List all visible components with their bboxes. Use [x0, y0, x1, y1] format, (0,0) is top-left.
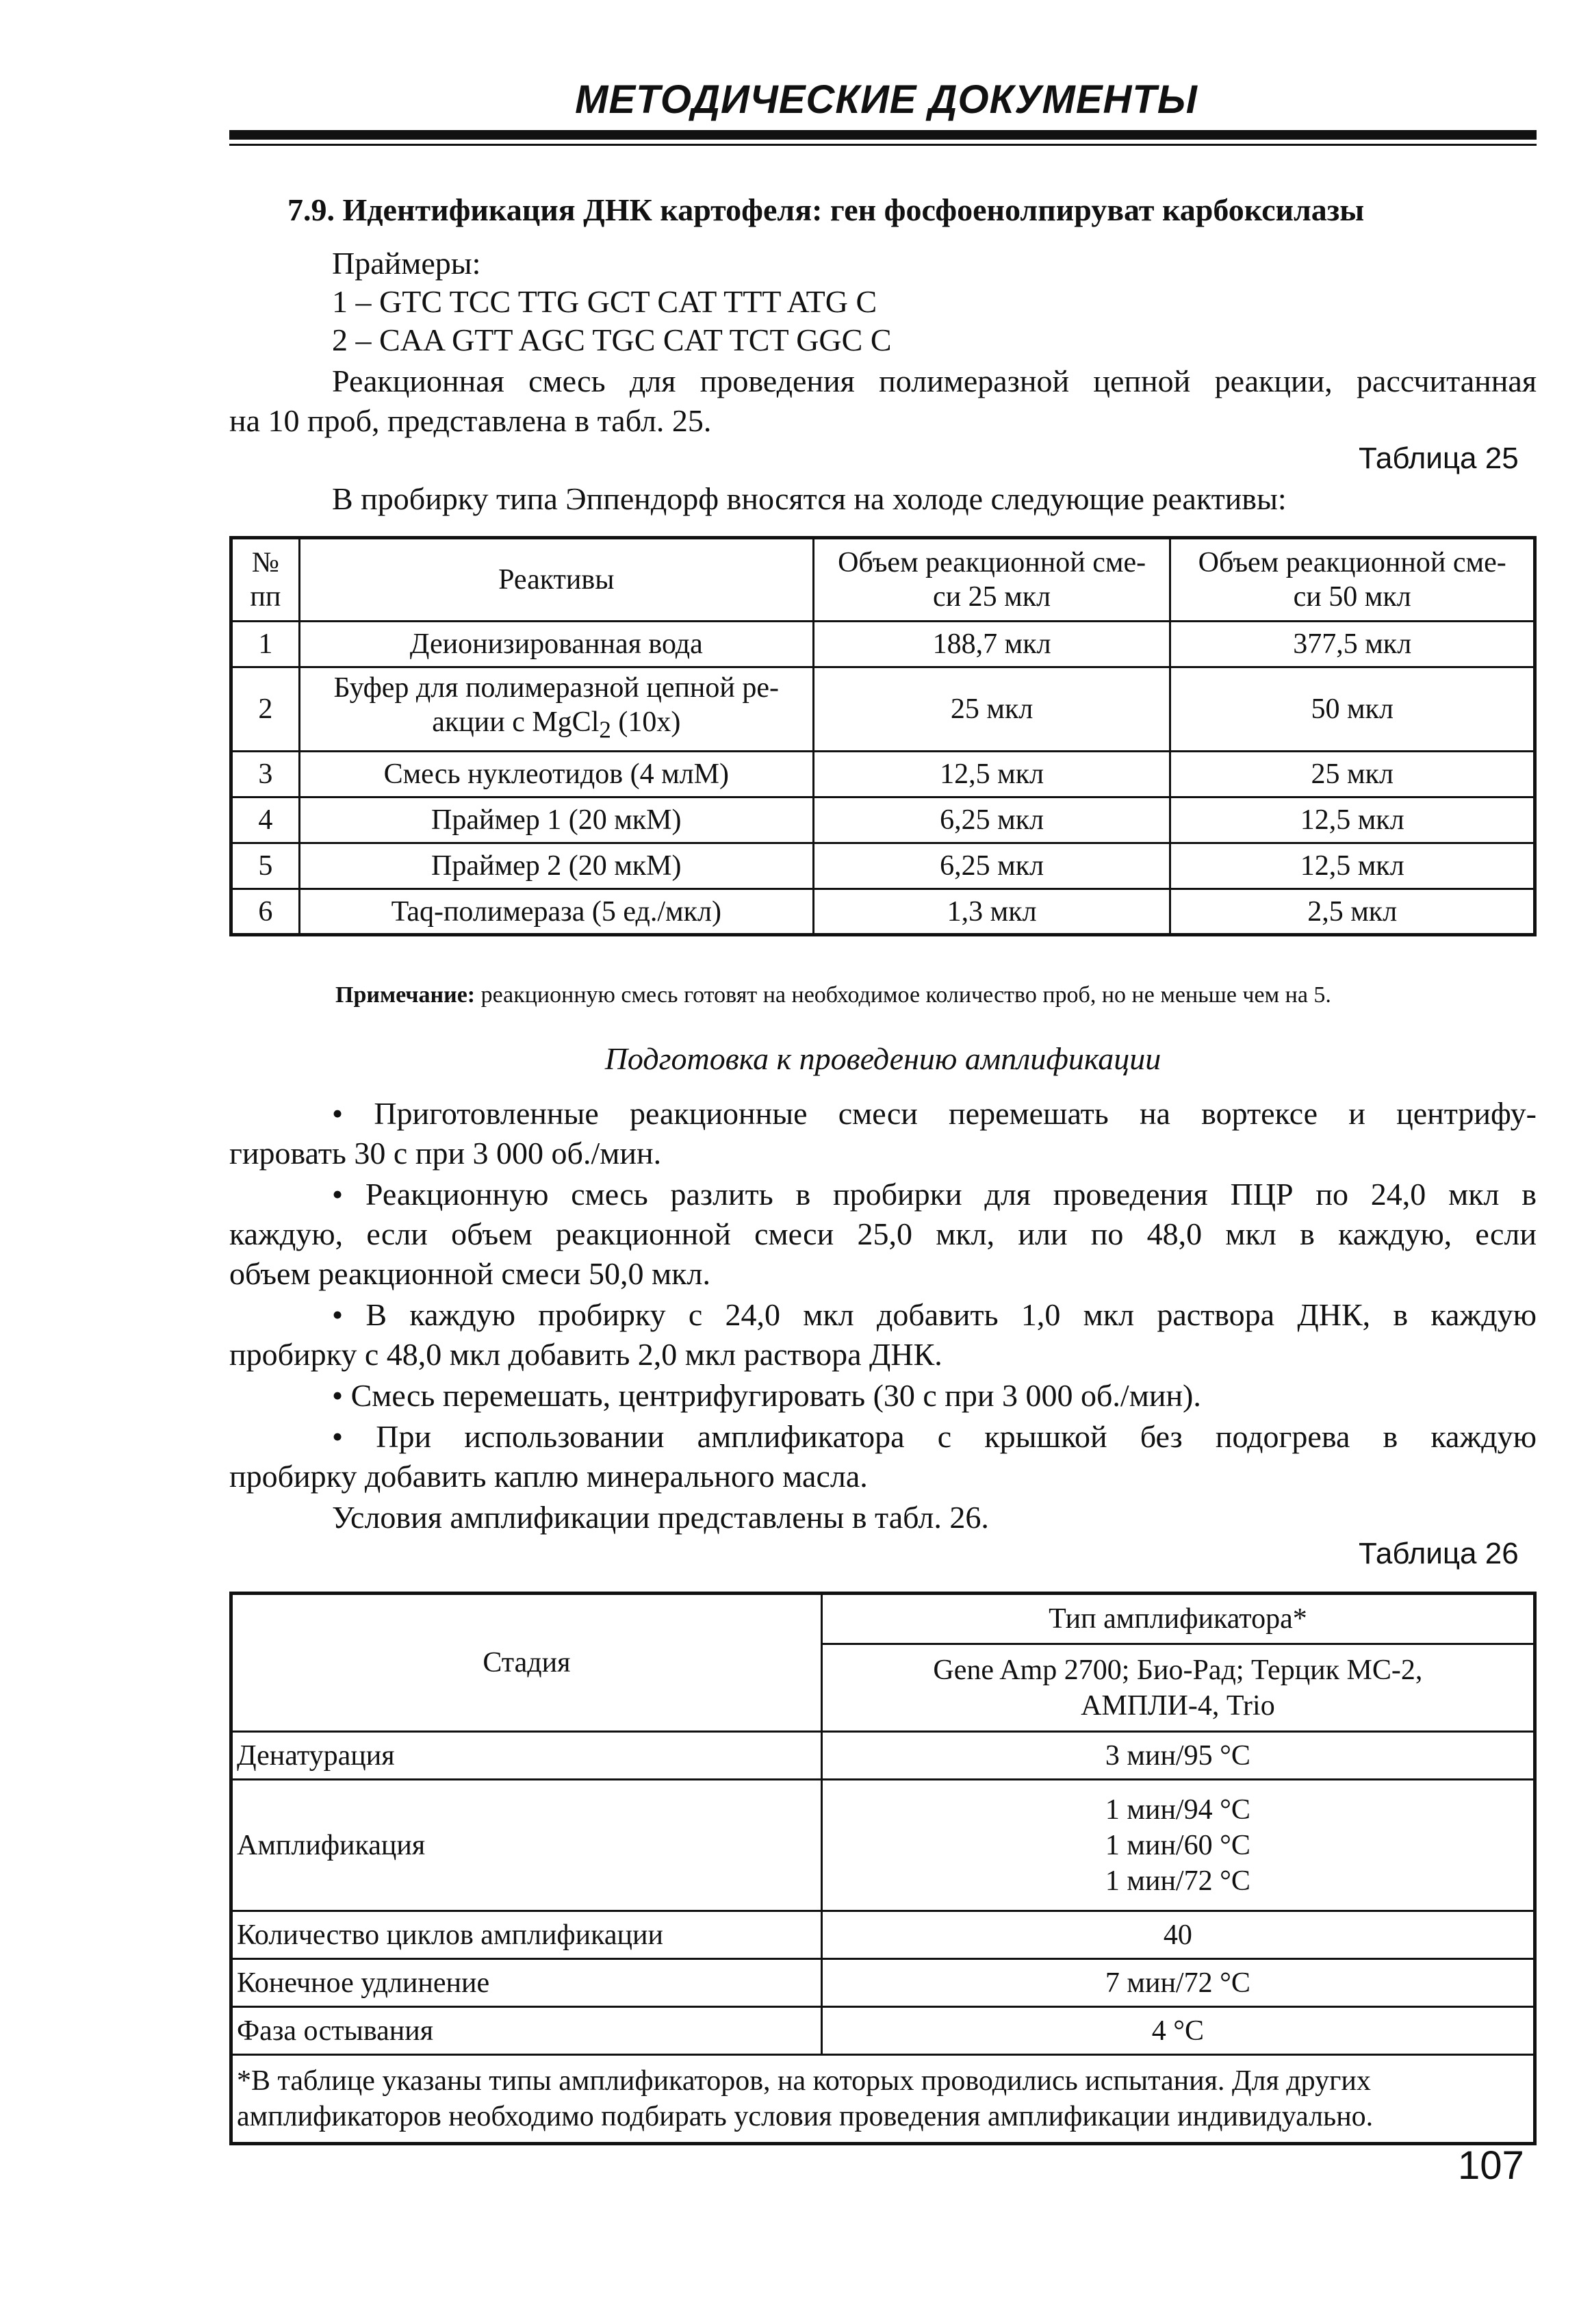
section-title: 7.9. Идентификация ДНК картофеля: ген фосфоенолпируват карбоксилазы — [287, 192, 1365, 227]
table-26-footnote: *В таблице указаны типы амплификаторов, на которых проводились испытания. Для других амплификаторов необходимо подбирать условия проведения амплификации индивидуально. — [231, 2055, 1535, 2144]
bullet-continuation: объем реакционной смеси 50,0 мкл. — [229, 1256, 710, 1291]
bullet-item: • Приготовленные реакционные смеси перемешать на вортексе и центрифу- — [332, 1096, 1537, 1131]
table-footnote-row — [231, 2055, 1535, 2144]
table-row: 1 Деионизированная вода 188,7 мкл 377,5 мкл — [231, 622, 1535, 667]
paragraph-line: Реакционная смесь для проведения полимеразной цепной реакции, рассчитанная — [332, 363, 1537, 398]
table-25-note: Примечание: реакционную смесь готовят на необходимое количество проб, но не меньше чем на 5. — [335, 982, 1331, 1008]
header-cell-amplifier-models: Gene Amp 2700; Био-Рад; Терцик МС-2, АМПЛИ-4, Trio — [821, 1644, 1535, 1732]
bullet-dot-icon: • — [332, 1177, 344, 1212]
table-header-row — [231, 1594, 1535, 1644]
bullet-item: • Смесь перемешать, центрифугировать (30 с при 3 000 об./мин). — [332, 1378, 1201, 1413]
table-row: Фаза остывания 4 °С — [231, 2007, 1535, 2055]
header-cell-volume-50: Объем реакционной сме- си 50 мкл — [1170, 538, 1535, 622]
primers-label: Праймеры: — [332, 246, 481, 281]
table-row: 4 Праймер 1 (20 мкМ) 6,25 мкл 12,5 мкл — [231, 797, 1535, 843]
reagent-name-cell: Буфер для полимеразной цепной ре- акции с MgCl$_2$ (10х) — [299, 667, 813, 752]
table-26-caption: Таблица 26 — [1359, 1537, 1519, 1570]
table-row: 2 Буфер для полимеразной цепной ре- акции с MgCl$_2$ (10х) 25 мкл 50 мкл — [231, 667, 1535, 752]
page-number: 107 — [1458, 2143, 1524, 2188]
header-rule-thin — [229, 144, 1537, 146]
prep-heading: Подготовка к проведению амплификации — [604, 1041, 1161, 1076]
table-row: Денатурация 3 мин/95 °С — [231, 1732, 1535, 1780]
primer-2-sequence: 2 – CAA GTT AGC TGC CAT TCT GGC C — [332, 322, 892, 357]
amplification-steps-cell: 1 мин/94 °С 1 мин/60 °С 1 мин/72 °С — [821, 1780, 1535, 1911]
reagents-table — [229, 536, 1537, 936]
bullet-dot-icon: • — [332, 1378, 344, 1413]
table-header-row — [231, 538, 1535, 622]
table-row: Амплификация 1 мин/94 °С 1 мин/60 °С 1 мин/72 °С — [231, 1780, 1535, 1911]
bullet-item: • При использовании амплификатора с крышкой без подогрева в каждую — [332, 1419, 1537, 1454]
table-row: 3 Смесь нуклеотидов (4 млМ) 12,5 мкл 25 мкл — [231, 752, 1535, 797]
table-row: 6 Taq-полимераза (5 ед./мкл) 1,3 мкл 2,5 мкл — [231, 889, 1535, 935]
header-cell-stage: Стадия — [231, 1594, 822, 1732]
bullet-item: • В каждую пробирку с 24,0 мкл добавить 1,0 мкл раствора ДНК, в каждую — [332, 1297, 1537, 1332]
bullet-item: • Реакционную смесь разлить в пробирки для проведения ПЦР по 24,0 мкл в — [332, 1177, 1537, 1212]
bullet-dot-icon: • — [332, 1419, 344, 1454]
header-rule-thick — [229, 130, 1537, 140]
bullet-continuation: гировать 30 с при 3 000 об./мин. — [229, 1136, 662, 1171]
table-row: Конечное удлинение 7 мин/72 °С — [231, 1959, 1535, 2007]
bullet-dot-icon: • — [332, 1096, 344, 1131]
header-cell-amplifier-type: Тип амплификатора* — [821, 1594, 1535, 1644]
running-header: МЕТОДИЧЕСКИЕ ДОКУМЕНТЫ — [575, 77, 1198, 122]
table-25-intro: В пробирку типа Эппендорф вносятся на холоде следующие реактивы: — [332, 481, 1287, 516]
bullet-continuation: пробирку с 48,0 мкл добавить 2,0 мкл раствора ДНК. — [229, 1337, 942, 1372]
paragraph-line: на 10 проб, представлена в табл. 25. — [229, 403, 712, 438]
header-cell-number: № пп — [231, 538, 300, 622]
conditions-line: Условия амплификации представлены в табл. 26. — [332, 1500, 989, 1535]
table-row: Количество циклов амплификации 40 — [231, 1911, 1535, 1959]
table-25-caption: Таблица 25 — [1359, 442, 1519, 475]
header-cell-reagents: Реактивы — [299, 538, 813, 622]
bullet-continuation: каждую, если объем реакционной смеси 25,0 мкл, или по 48,0 мкл в каждую, если — [229, 1216, 1537, 1251]
bullet-continuation: пробирку добавить каплю минерального масла. — [229, 1459, 868, 1494]
amplification-table — [229, 1592, 1537, 2145]
bullet-dot-icon: • — [332, 1297, 344, 1332]
header-cell-volume-25: Объем реакционной сме- си 25 мкл — [813, 538, 1170, 622]
primer-1-sequence: 1 – GTC TCC TTG GCT CAT TTT ATG C — [332, 284, 877, 319]
table-row: 5 Праймер 2 (20 мкМ) 6,25 мкл 12,5 мкл — [231, 843, 1535, 889]
